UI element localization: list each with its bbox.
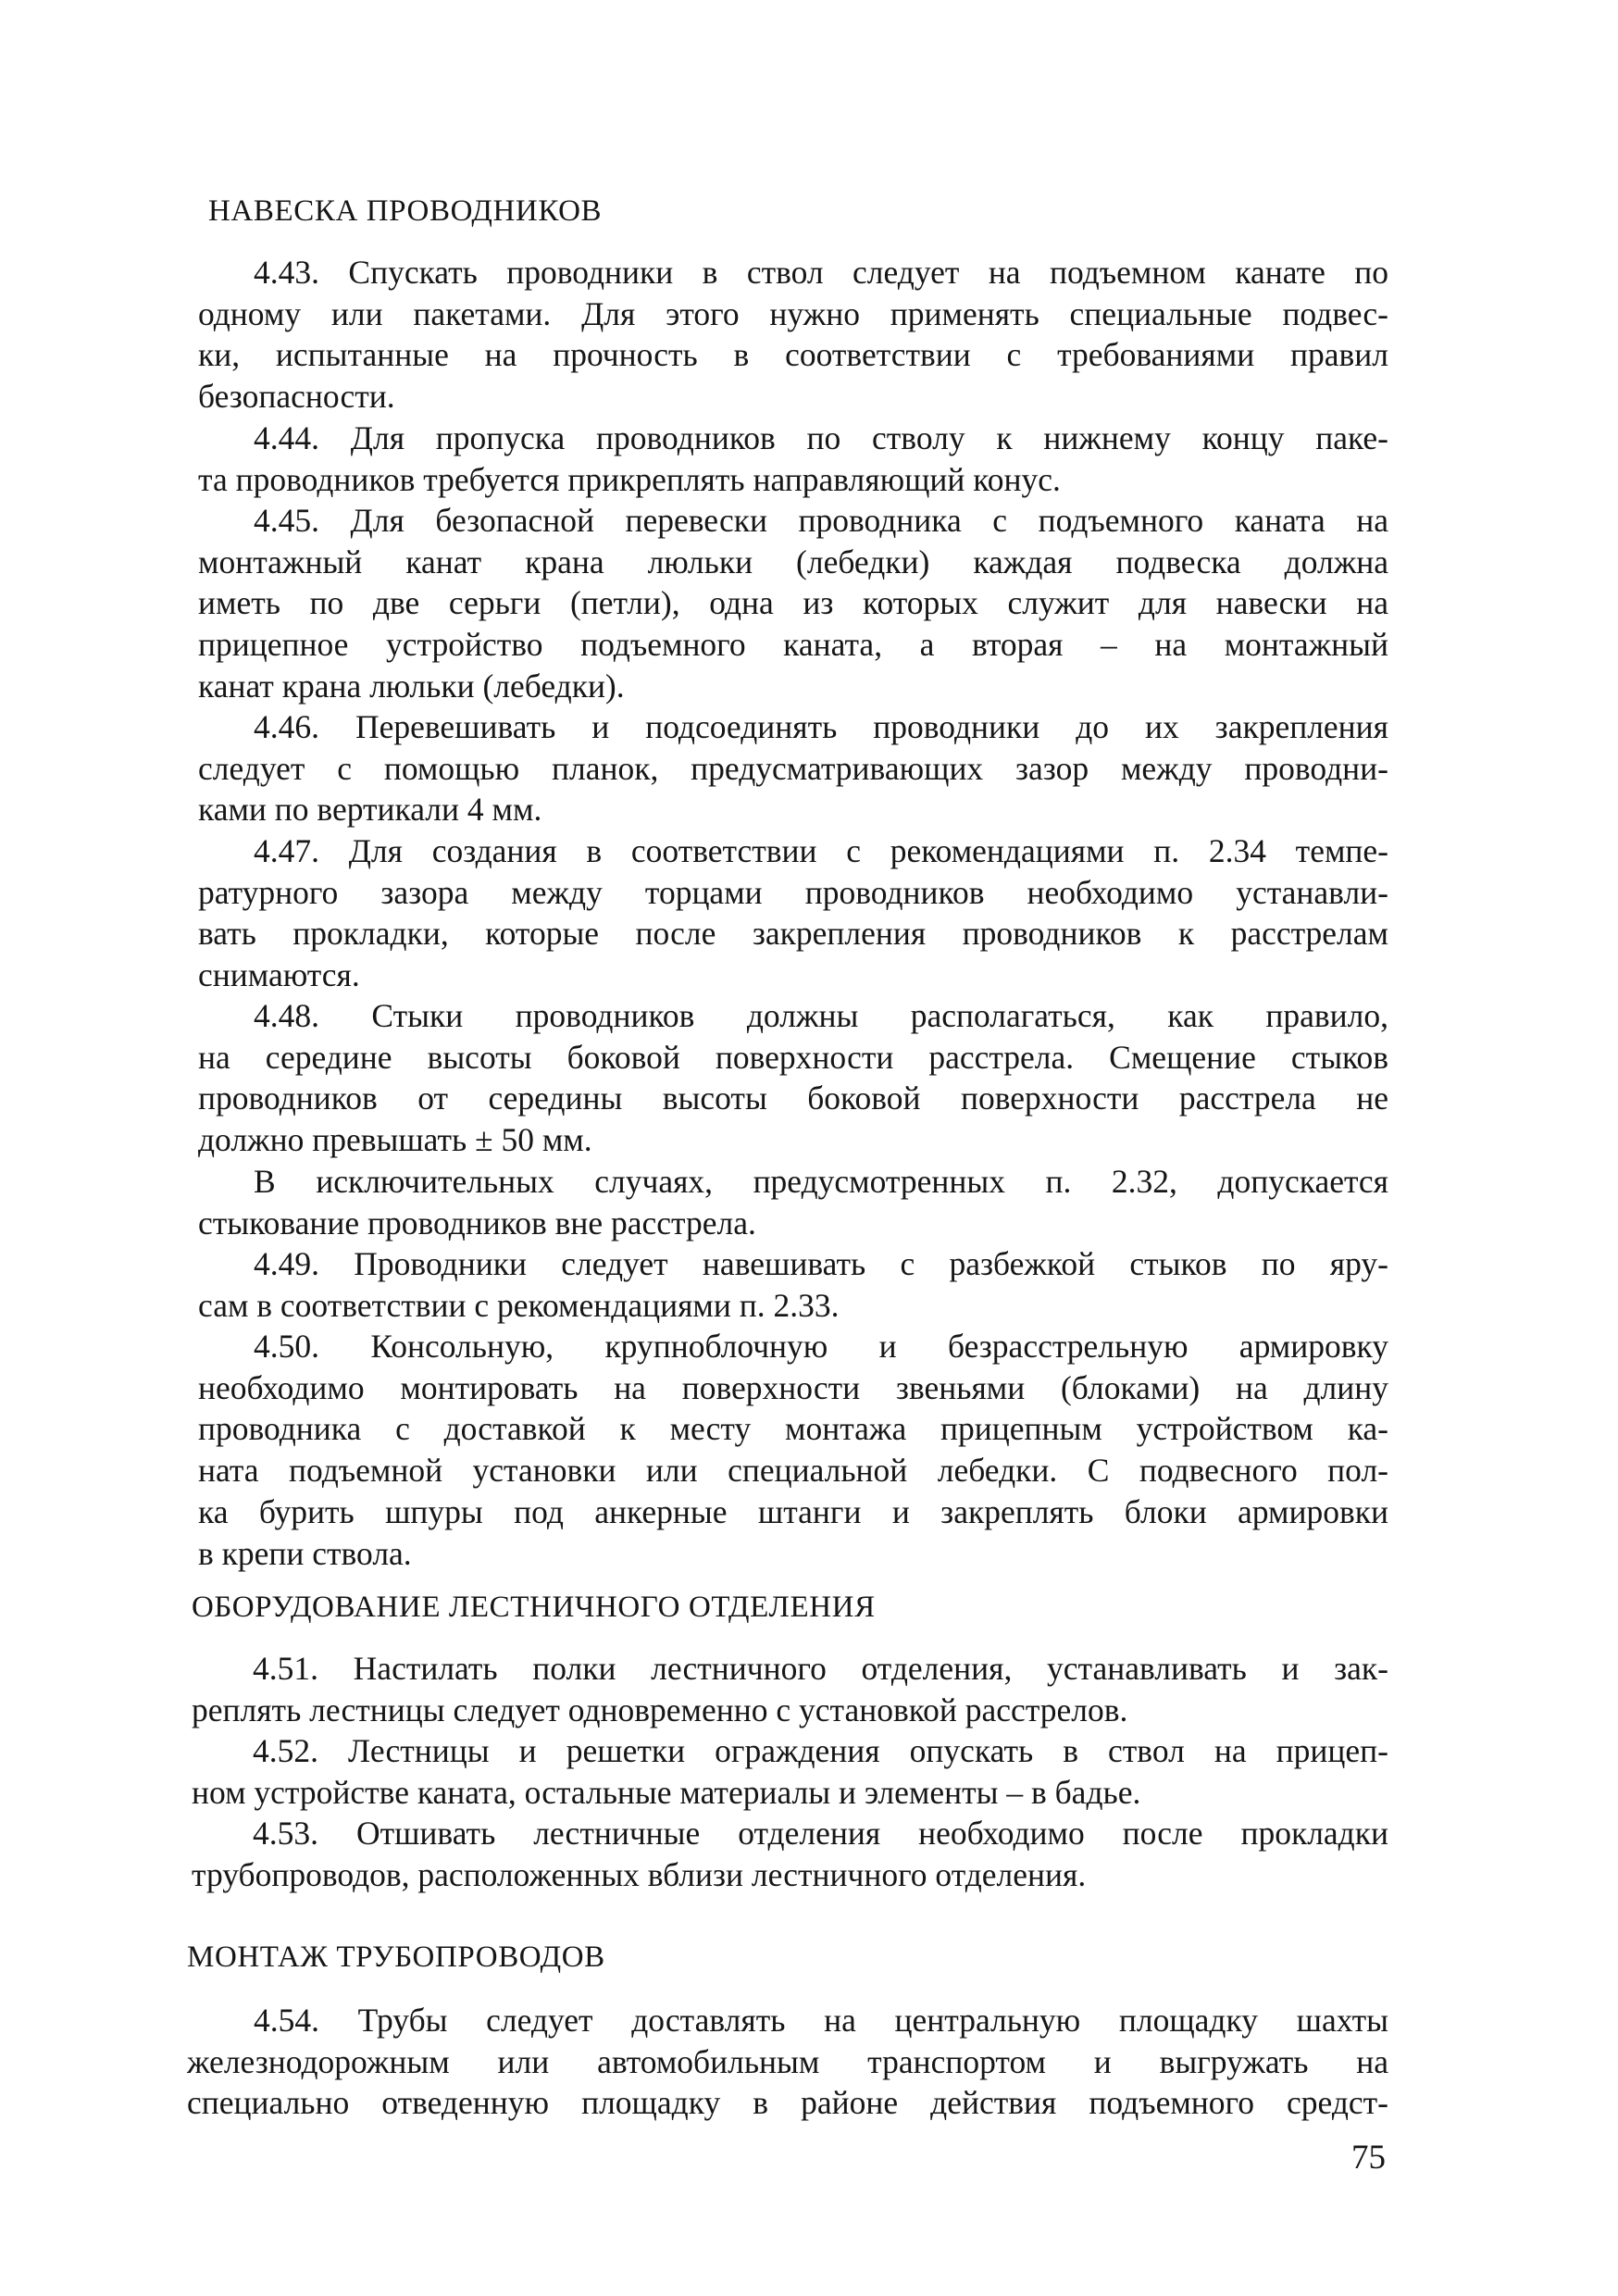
text-line: 4.52. Лестницы и решетки ограждения опускать в ствол на прицеп- [253,1732,1388,1769]
text-line: ка бурить шпуры под анкерные штанги и закреплять блоки армировки [198,1492,1388,1530]
text-line: в крепи ствола. [198,1534,412,1572]
text-line: иметь по две серьги (петли), одна из которых служит для навески на [198,584,1388,622]
text-line: вать прокладки, которые после закрепления проводников к расстрелам [198,915,1388,953]
paragraph-4-52 [192,1730,1388,1813]
paragraph-4-54 [187,2000,1388,2124]
text-line: 4.50. Консольную, крупноблочную и безрасстрельную армировку [254,1328,1388,1365]
paragraph-4-45 [198,500,1388,707]
text-line: ками по вертикали 4 мм. [198,791,542,829]
text-line: 4.54. Трубы следует доставлять на центральную площадку шахты [254,2002,1388,2039]
text-line: 4.43. Спускать проводники в ствол следует на подъемном канате по [254,254,1388,291]
page-number: 75 [1351,2139,1386,2177]
section-heading: ОБОРУДОВАНИЕ ЛЕСТНИЧНОГО ОТДЕЛЕНИЯ [192,1591,876,1624]
text-line: специально отведенную площадку в районе действия подъемного средст- [187,2084,1388,2122]
paragraph-4-50 [198,1326,1388,1574]
paragraph-4-48 [198,995,1388,1161]
text-line: безопасности. [198,378,395,416]
text-line: В исключительных случаях, предусмотренных п. 2.32, допускается [254,1163,1388,1200]
paragraph-4-49 [198,1243,1388,1326]
paragraph-exceptions [198,1161,1388,1243]
text-line: та проводников требуется прикреплять направляющий конус. [198,460,1061,498]
paragraph-4-46 [198,706,1388,830]
text-line: железнодорожным или автомобильным транспортом и выгружать на [187,2042,1388,2080]
text-line: должно превышать ± 50 мм. [198,1121,592,1159]
text-line: 4.49. Проводники следует навешивать с разбежкой стыков по яру- [254,1245,1388,1282]
text-line: монтажный канат крана люльки (лебедки) каждая подвеска должна [198,543,1388,580]
text-line: снимаются. [198,956,360,994]
text-line: трубопроводов, расположенных вблизи лестничного отделения. [192,1855,1087,1893]
text-line: следует с помощью планок, предусматривающих зазор между проводни- [198,749,1388,787]
text-line: ната подъемной установки или специальной лебедки. С подвесного пол- [198,1452,1388,1490]
text-line: 4.48. Стыки проводников должны располагаться, как правило, [254,997,1388,1034]
text-line: стыкование проводников вне расстрела. [198,1204,756,1242]
text-line: необходимо монтировать на поверхности звеньями (блоками) на длину [198,1368,1388,1406]
text-line: ратурного зазора между торцами проводников необходимо устанавли- [198,873,1388,911]
paragraph-4-44 [198,418,1388,500]
paragraph-4-43 [198,252,1388,418]
text-line: одному или пакетами. Для этого нужно применять специальные подвес- [198,294,1388,332]
text-line: сам в соответствии с рекомендациями п. 2.33. [198,1286,840,1324]
paragraph-4-53 [192,1813,1388,1895]
text-line: 4.47. Для создания в соответствии с рекомендациями п. 2.34 темпе- [254,832,1388,869]
text-line: канат крана люльки (лебедки). [198,667,625,705]
text-line: 4.44. Для пропуска проводников по стволу к нижнему концу паке- [254,419,1388,456]
text-line: 4.46. Перевешивать и подсоединять проводники до их закрепления [254,708,1388,745]
paragraph-4-47 [198,830,1388,996]
section-heading: МОНТАЖ ТРУБОПРОВОДОВ [187,1940,605,1974]
text-line: ки, испытанные на прочность в соответствии с требованиями правил [198,336,1388,374]
text-line: 4.53. Отшивать лестничные отделения необходимо после прокладки [253,1815,1388,1852]
text-line: на середине высоты боковой поверхности расстрела. Смещение стыков [198,1038,1388,1076]
paragraph-4-51 [192,1648,1388,1730]
text-line: прицепное устройство подъемного каната, а вторая – на монтажный [198,626,1388,664]
text-line: проводников от середины высоты боковой поверхности расстрела не [198,1079,1388,1117]
text-line: реплять лестницы следует одновременно с установкой расстрелов. [192,1691,1128,1728]
text-line: проводника с доставкой к месту монтажа прицепным устройством ка- [198,1410,1388,1448]
text-line: ном устройстве каната, остальные материалы и элементы – в бадье. [192,1773,1141,1811]
section-heading: НАВЕСКА ПРОВОДНИКОВ [208,194,603,228]
text-line: 4.45. Для безопасной перевески проводника с подъемного каната на [254,502,1388,539]
text-line: 4.51. Настилать полки лестничного отделения, устанавливать и зак- [253,1650,1388,1687]
